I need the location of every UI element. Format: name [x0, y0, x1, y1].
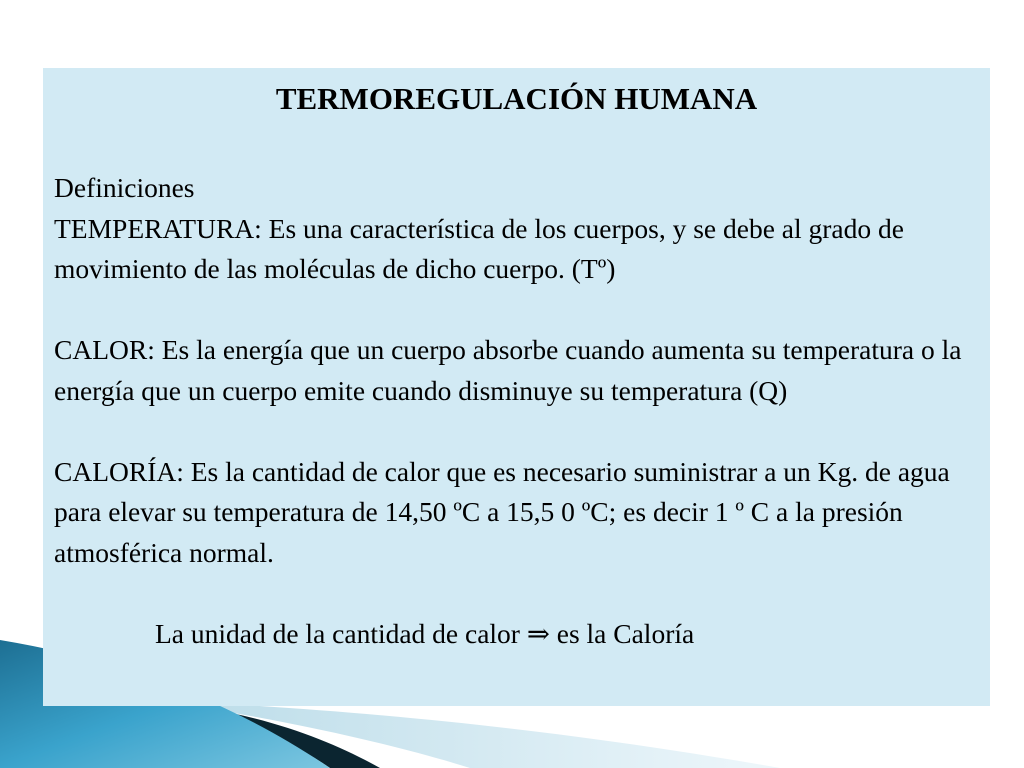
caloria-definition: CALORÍA: Es la cantidad de calor que es necesario suministrar a un Kg. de agua para elevar su temperatura de 14,50 ºC a 15,5 0 ºC; es decir 1 º C a la presión atmosférica normal.: [54, 455, 950, 568]
calor-definition: CALOR: Es la energía que un cuerpo absorbe cuando aumenta su temperatura o la energía que un cuerpo emite cuando disminuye su temperatura (Q): [54, 334, 962, 406]
paragraph-spacer: [54, 290, 969, 331]
slide-body: [54, 168, 969, 654]
temperatura-definition: TEMPERATURA: Es una característica de los cuerpos, y se debe al grado de movimiento de las moléculas de dicho cuerpo. (Tº): [54, 212, 904, 284]
paragraph-spacer: [54, 573, 969, 614]
slide-title: TERMOREGULACIÓN HUMANA: [275, 81, 758, 116]
paragraph-spacer: [54, 411, 969, 452]
definiciones-heading: Definiciones: [54, 172, 195, 203]
unit-statement: La unidad de la cantidad de calor ⇒ es la Caloría: [155, 617, 695, 649]
content-panel: [43, 68, 990, 706]
